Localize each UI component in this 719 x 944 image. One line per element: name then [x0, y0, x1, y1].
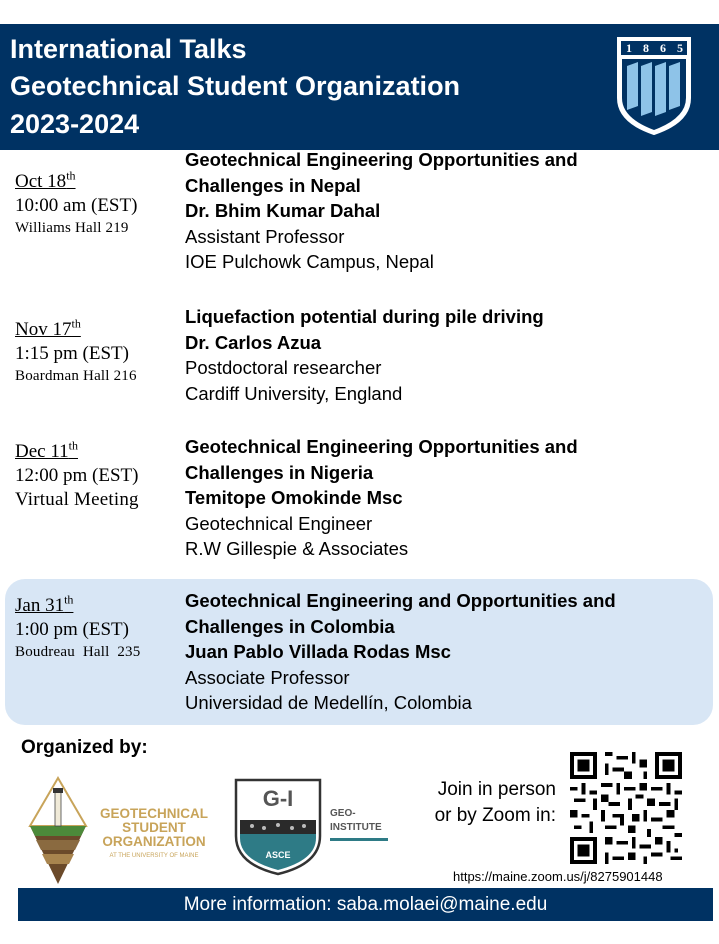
talk-info: [185, 304, 710, 406]
talk-location: Virtual Meeting: [15, 489, 139, 510]
talk-title: Geotechnical Engineering Opportunities and: [185, 149, 578, 170]
header-subtitle: Geotechnical Student Organization: [10, 71, 461, 101]
talk-time: 10:00 am (EST): [15, 195, 138, 216]
join-instructions: [435, 777, 556, 829]
talk-title: Challenges in Nepal: [185, 174, 361, 196]
talk-date-block: [15, 170, 137, 238]
header-title: International Talks: [10, 34, 247, 64]
talk-date: Oct 18th: [15, 168, 76, 192]
talk-location: Boardman Hall 216: [15, 368, 137, 384]
talk-speaker-role: Associate Professor: [185, 666, 350, 688]
gso-text: STUDENT: [122, 820, 186, 835]
talk-location: Boudreau Hall 235: [15, 644, 141, 660]
crest-year-digit: 5: [677, 41, 683, 55]
talk-speaker-role: Geotechnical Engineer: [185, 512, 373, 534]
zoom-link[interactable]: https://maine.zoom.us/j/8275901448: [453, 869, 663, 884]
talk-date: Nov 17th: [15, 316, 81, 340]
talk-time: 1:00 pm (EST): [15, 619, 129, 640]
talk-speaker: Dr. Bhim Kumar Dahal: [185, 200, 381, 221]
talk-speaker-role: Assistant Professor: [185, 225, 345, 247]
talk-speaker: Temitope Omokinde Msc: [185, 487, 403, 508]
talk-date: Jan 31th: [15, 592, 74, 616]
talk-title: Liquefaction potential during pile driving: [185, 306, 544, 327]
header-banner: [0, 24, 719, 150]
gso-text: ORGANIZATION: [102, 834, 206, 849]
talk-info: [185, 147, 710, 275]
talk-time: 1:15 pm (EST): [15, 343, 129, 364]
talk-title: Challenges in Nigeria: [185, 461, 374, 483]
join-line: Join in person: [437, 779, 556, 800]
talk-speaker-affiliation: Universidad de Medellín, Colombia: [185, 692, 472, 713]
crest-year-digit: 1: [626, 41, 632, 55]
gso-logo: [26, 774, 216, 886]
talk-info: [185, 434, 710, 562]
geo-institute-logo: [232, 776, 392, 876]
talk-time: 12:00 pm (EST): [15, 465, 139, 486]
talk-title: Geotechnical Engineering and Opportunities and: [185, 590, 616, 611]
talk-speaker-affiliation: Cardiff University, England: [185, 382, 403, 404]
talk-date-block: [15, 440, 139, 512]
footer-contact[interactable]: More information: saba.molaei@maine.edu: [18, 888, 713, 921]
talk-title: Geotechnical Engineering Opportunities and: [185, 436, 578, 457]
crest-year-digit: 6: [660, 41, 666, 55]
talk-date-block: [15, 594, 140, 662]
gi-text: GEO-: [330, 808, 356, 819]
talk-speaker: Juan Pablo Villada Rodas Msc: [185, 641, 451, 662]
gso-text: AT THE UNIVERSITY OF MAINE: [109, 853, 199, 859]
talk-title: Challenges in Colombia: [185, 615, 395, 637]
gi-text: INSTITUTE: [330, 822, 382, 833]
asce-text: ASCE: [265, 850, 291, 860]
talk-speaker-role: Postdoctoral researcher: [185, 357, 382, 378]
talk-speaker: Dr. Carlos Azua: [185, 331, 322, 353]
talk-speaker-affiliation: R.W Gillespie & Associates: [185, 538, 409, 559]
talk-info: [185, 588, 710, 716]
talk-location: Williams Hall 219: [15, 220, 129, 236]
talk-date-block: [15, 318, 137, 386]
university-crest-logo: [616, 36, 692, 136]
talk-date: Dec 11th: [15, 438, 78, 462]
talk-speaker-affiliation: IOE Pulchowk Campus, Nepal: [185, 251, 434, 272]
crest-year-digit: 8: [643, 41, 649, 55]
zoom-qr-code[interactable]: [570, 752, 682, 864]
header-year: 2023-2024: [10, 109, 140, 139]
organized-by-heading: Organized by:: [21, 737, 148, 758]
gi-mark: G-I: [262, 786, 294, 811]
gso-text: GEOTECHNICAL: [100, 806, 208, 821]
join-line: or by Zoom in:: [434, 805, 556, 826]
